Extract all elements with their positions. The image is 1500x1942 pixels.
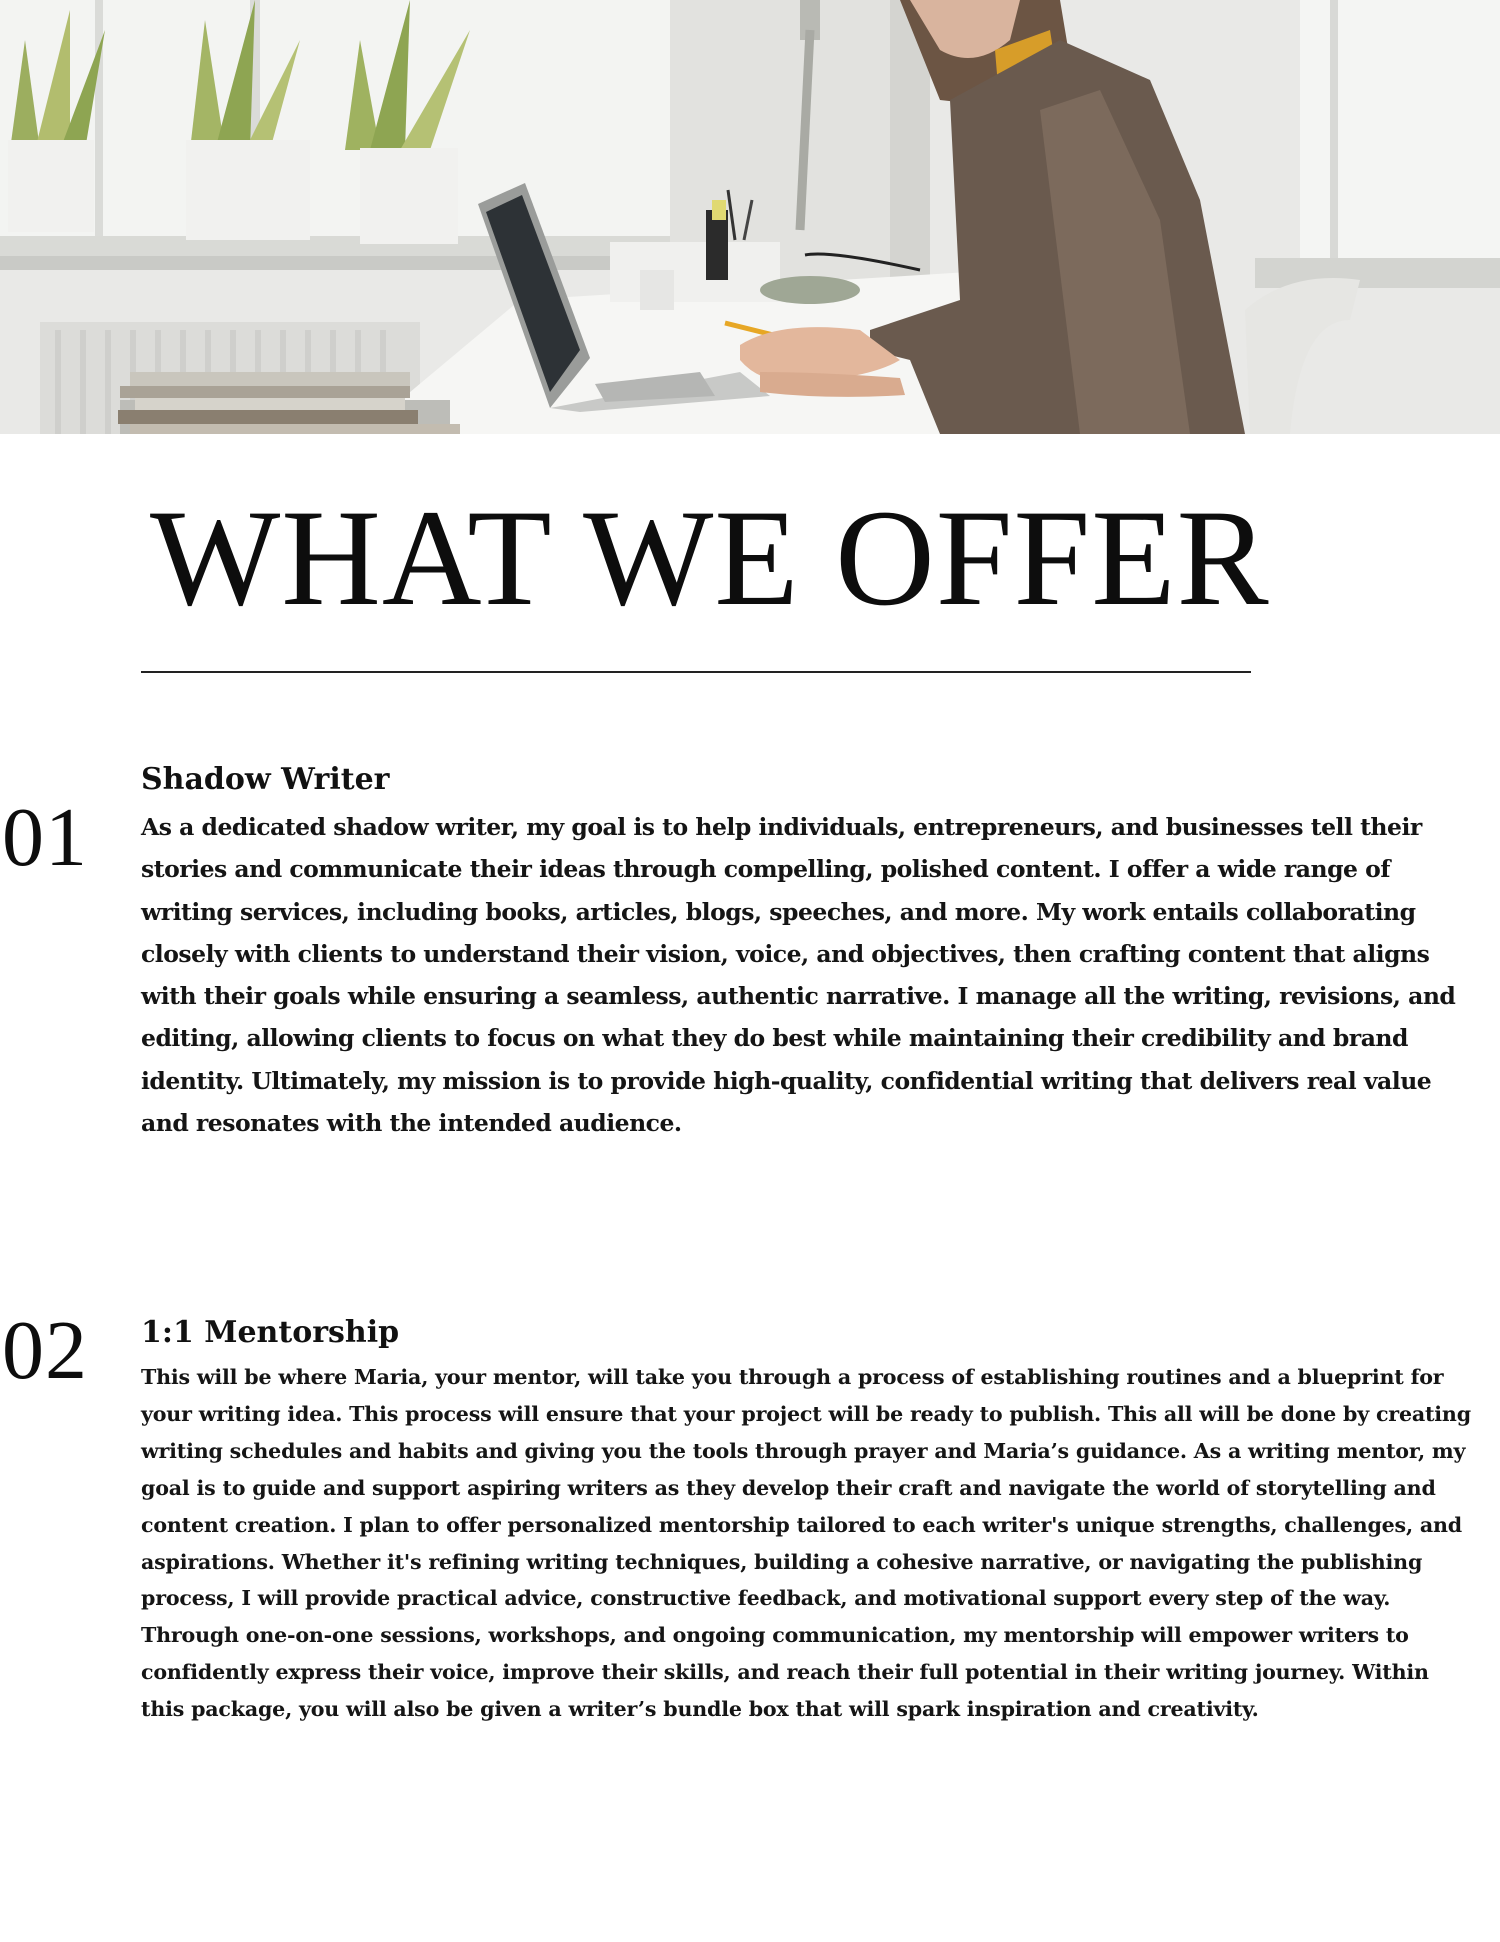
- page-title: WHAT WE OFFER: [150, 481, 1270, 634]
- pen-holder: [610, 242, 780, 302]
- title-divider: [141, 671, 1251, 673]
- service-heading: Shadow Writer: [141, 762, 390, 797]
- service-number: 01: [2, 791, 88, 884]
- service-heading: 1:1 Mentorship: [141, 1315, 400, 1350]
- service-description: This will be where Maria, your mentor, will take you through a process of establishing routines and a blueprint for your writing idea. This process will ensure that your project will be ready to publish. This all will be done by creating writing schedules and habits and giving you the tools through prayer and Maria’s guidance. As a writing mentor, my goal is to guide and support aspiring writers as they develop their craft and navigate the world of storytelling and content creation. I plan to offer personalized mentorship tailored to each writer's unique strengths, challenges, and aspirations. Whether it's refining writing techniques, building a cohesive narrative, or navigating the publishing process, I will provide practical advice, constructive feedback, and motivational support every step of the way. Through one-on-one sessions, workshops, and ongoing communication, my mentorship will empower writers to confidently express their voice, improve their skills, and reach their full potential in their writing journey. Within this package, you will also be given a writer’s bundle box that will spark inspiration and creativity.: [141, 1365, 1471, 1722]
- hero-photo: [0, 0, 1500, 434]
- service-number: 02: [2, 1304, 88, 1397]
- service-description: As a dedicated shadow writer, my goal is to help individuals, entrepreneurs, and businesses tell their stories and communicate their ideas through compelling, polished content. I offer a wide range of writing services, including books, articles, blogs, speeches, and more. My work entails collaborating closely with clients to understand their vision, voice, and objectives, then crafting content that aligns with their goals while ensuring a seamless, authentic narrative. I manage all the writing, revisions, and editing, allowing clients to focus on what they do best while maintaining their credibility and brand identity. Ultimately, my mission is to provide high-quality, confidential writing that delivers real value and resonates with the intended audience.: [141, 813, 1456, 1138]
